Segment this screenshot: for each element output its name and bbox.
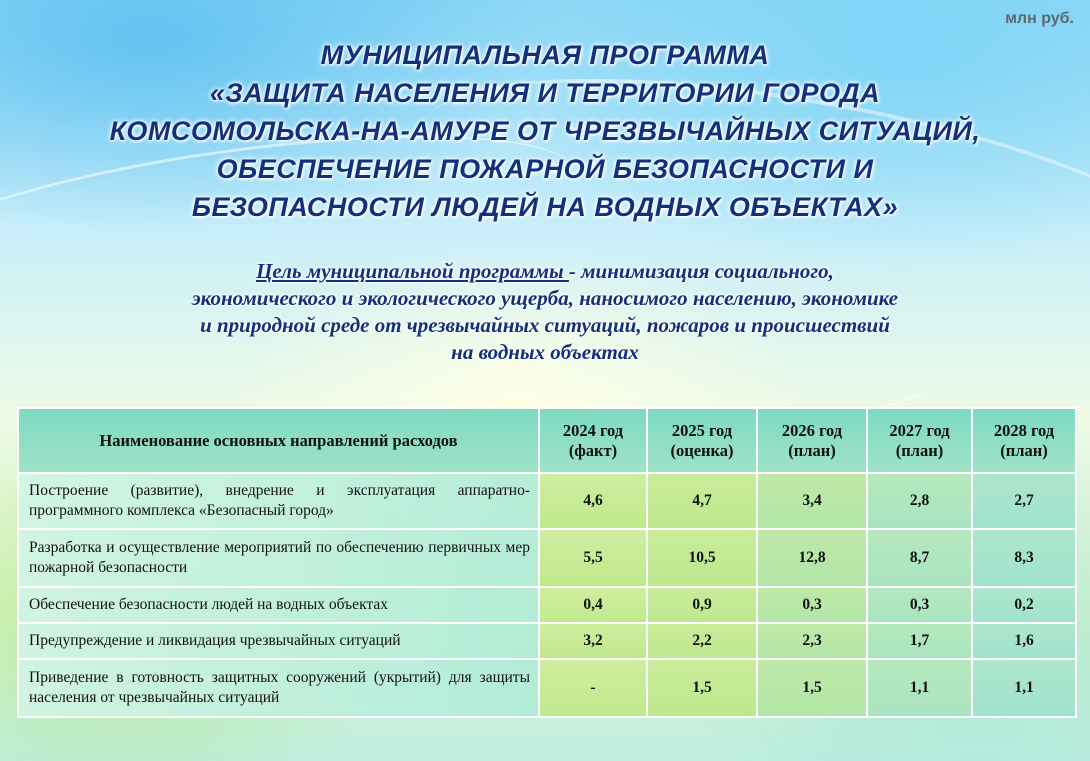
expense-name: Обеспечение безопасности людей на водных объектах	[18, 587, 539, 623]
title-line: МУНИЦИПАЛЬНАЯ ПРОГРАММА	[320, 40, 770, 70]
expense-name: Приведение в готовность защитных сооружений (укрытий) для защиты населения от чрезвычайных ситуаций	[18, 659, 539, 717]
value-cell: 1,6	[972, 623, 1076, 659]
expense-name: Построение (развитие), внедрение и эксплуатация аппаратно-программного комплекса «Безопасный город»	[18, 473, 539, 529]
value-cell: 2,8	[867, 473, 972, 529]
title-line: КОМСОМОЛЬСКА-НА-АМУРЕ ОТ ЧРЕЗВЫЧАЙНЫХ СИТУАЦИЙ,	[109, 116, 981, 146]
program-goal	[20, 258, 1070, 366]
table-row	[18, 473, 1076, 529]
value-cell: 0,3	[867, 587, 972, 623]
expense-name: Предупреждение и ликвидация чрезвычайных ситуаций	[18, 623, 539, 659]
value-cell: 0,9	[647, 587, 757, 623]
value-cell: 1,5	[647, 659, 757, 717]
goal-lead: Цель муниципальной программы	[256, 259, 569, 283]
value-cell: 2,3	[757, 623, 867, 659]
goal-line-rest: - минимизация социального,	[568, 259, 834, 283]
year-column-header: 2026 год (план)	[757, 408, 867, 473]
expense-name: Разработка и осуществление мероприятий по обеспечению первичных мер пожарной безопасности	[18, 529, 539, 587]
title-line: «ЗАЩИТА НАСЕЛЕНИЯ И ТЕРРИТОРИИ ГОРОДА	[209, 78, 881, 108]
goal-line: на водных объектах	[451, 340, 639, 364]
goal-line	[20, 258, 1070, 285]
goal-line: экономического и экологического ущерба, наносимого населению, экономике	[191, 286, 899, 310]
value-cell: 2,2	[647, 623, 757, 659]
table-row	[18, 659, 1076, 717]
value-cell: 1,1	[972, 659, 1076, 717]
value-cell: 12,8	[757, 529, 867, 587]
value-cell: 0,2	[972, 587, 1076, 623]
table-row	[18, 529, 1076, 587]
value-cell: 1,1	[867, 659, 972, 717]
value-cell: 1,7	[867, 623, 972, 659]
name-column-header: Наименование основных направлений расходов	[18, 408, 539, 473]
year-column-header: 2024 год (факт)	[539, 408, 647, 473]
value-cell: 5,5	[539, 529, 647, 587]
title-line: БЕЗОПАСНОСТИ ЛЮДЕЙ НА ВОДНЫХ ОБЪЕКТАХ»	[191, 192, 899, 222]
value-cell: 0,4	[539, 587, 647, 623]
value-cell: 3,4	[757, 473, 867, 529]
expenses-table	[17, 407, 1077, 718]
value-cell: 8,7	[867, 529, 972, 587]
value-cell: 1,5	[757, 659, 867, 717]
unit-label: млн руб.	[1005, 10, 1074, 27]
year-column-header: 2028 год (план)	[972, 408, 1076, 473]
value-cell: 3,2	[539, 623, 647, 659]
value-cell: -	[539, 659, 647, 717]
table-row	[18, 587, 1076, 623]
value-cell: 4,6	[539, 473, 647, 529]
value-cell: 8,3	[972, 529, 1076, 587]
value-cell: 2,7	[972, 473, 1076, 529]
value-cell: 4,7	[647, 473, 757, 529]
title-line: ОБЕСПЕЧЕНИЕ ПОЖАРНОЙ БЕЗОПАСНОСТИ И	[216, 154, 874, 184]
year-column-header: 2025 год (оценка)	[647, 408, 757, 473]
table-row	[18, 623, 1076, 659]
value-cell: 0,3	[757, 587, 867, 623]
year-column-header: 2027 год (план)	[867, 408, 972, 473]
value-cell: 10,5	[647, 529, 757, 587]
table-header-row	[18, 408, 1076, 473]
goal-line: и природной среде от чрезвычайных ситуаций, пожаров и происшествий	[200, 313, 890, 337]
program-title	[0, 36, 1090, 226]
